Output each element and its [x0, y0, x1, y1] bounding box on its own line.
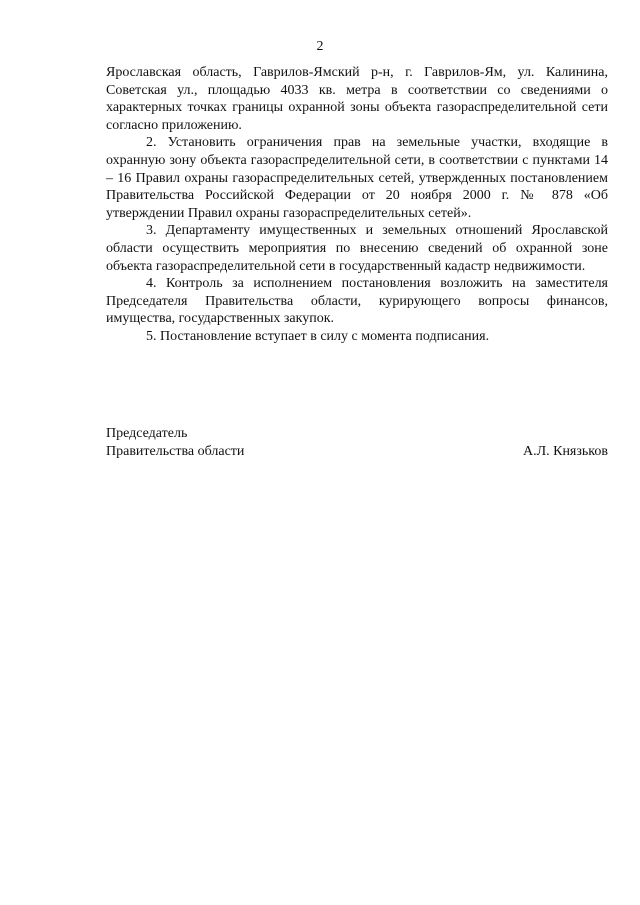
signature-row — [106, 443, 608, 461]
document-body — [106, 64, 608, 346]
page-number: 2 — [316, 39, 324, 54]
signatory-title-line-2: Правительства области — [106, 444, 245, 459]
paragraph-item-4: 4. Контроль за исполнением постановления возложить на заместителя Председателя Правительства области, курирующего вопросы финансов, имущества, государственных закупок. — [106, 276, 608, 327]
signatory-name: А.Л. Князьков — [523, 444, 608, 459]
paragraph-item-2: 2. Установить ограничения прав на земельные участки, входящие в охранную зону объекта газораспределительной сети, в соответствии с пунктами 14 – 16 Правил охраны газораспределительных сетей, утвержденных постановлением Правительства Российской Федерации от 20 ноября 2000 г. № 878 «Об утверждении Правил охраны газораспределительных сетей». — [106, 135, 608, 221]
paragraph-continuation: Ярославская область, Гаврилов-Ямский р-н, г. Гаврилов-Ям, ул. Калинина, Советская ул., площадью 4033 кв. метра в соответствии со сведениями о характерных точках границы охранной зоны объекта газораспределительной сети согласно приложению. — [106, 65, 608, 133]
paragraph-item-3: 3. Департаменту имущественных и земельных отношений Ярославской области осуществить мероприятия по внесению сведений об охранной зоне объекта газораспределительной сети в государственный кадастр недвижимости. — [106, 223, 608, 274]
signatory-title-line-1: Председатель — [106, 426, 188, 441]
signature-block — [106, 425, 608, 461]
paragraph-item-5: 5. Постановление вступает в силу с момента подписания. — [146, 328, 490, 344]
